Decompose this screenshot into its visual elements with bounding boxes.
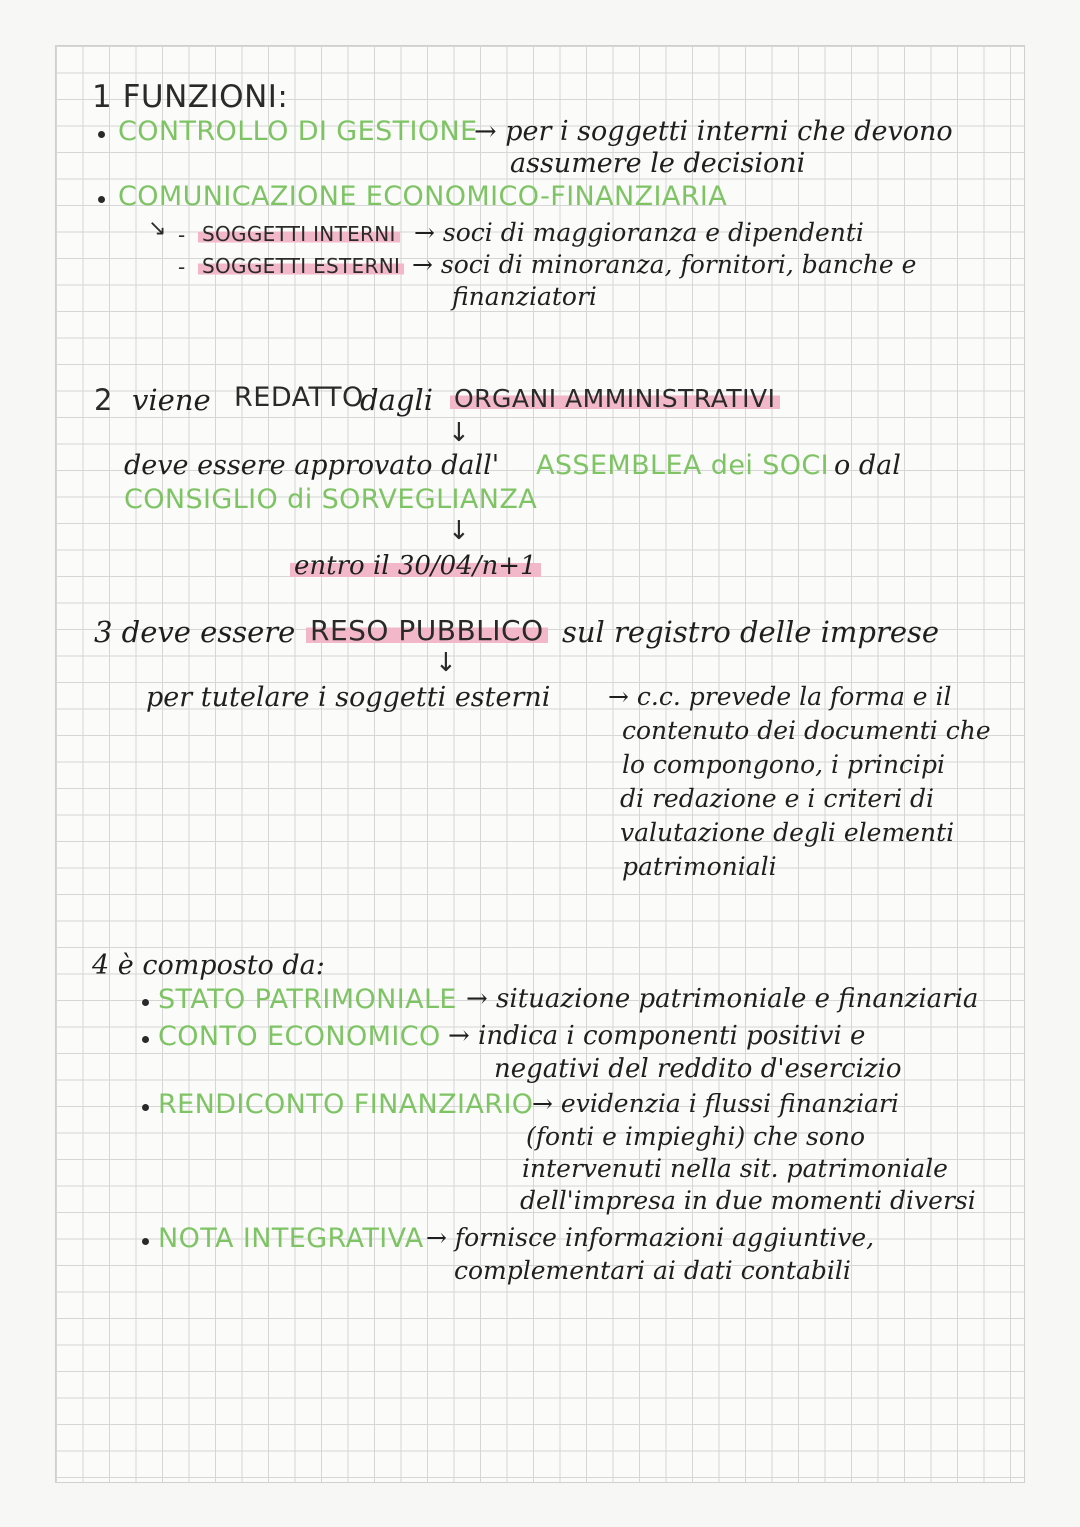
- soggetti-esterni-desc-1: → soci di minoranza, fornitori, banche e: [412, 250, 917, 279]
- rendiconto-desc-1: → evidenzia i flussi finanziari: [532, 1089, 899, 1118]
- soggetti-interni-label: SOGGETTI INTERNI: [198, 224, 400, 244]
- bullet: [142, 1238, 149, 1245]
- rendiconto-desc-4: dell'impresa in due momenti diversi: [520, 1186, 976, 1215]
- cc-desc-6: patrimoniali: [622, 852, 777, 881]
- section-3-tail: sul registro delle imprese: [562, 615, 940, 649]
- section-2-number: 2: [94, 383, 113, 417]
- conto-desc-2: negativi del reddito d'esercizio: [494, 1054, 902, 1084]
- controllo-desc-2: assumere le decisioni: [510, 148, 806, 179]
- section-2-redatto: REDATTO: [234, 382, 364, 413]
- deve-approvato: deve essere approvato dall': [124, 450, 500, 481]
- cc-desc-3: lo compongono, i principi: [622, 750, 945, 779]
- organi-amministrativi: ORGANI AMMINISTRATIVI: [450, 386, 780, 411]
- rendiconto-desc-2: (fonti e impieghi) che sono: [526, 1122, 866, 1151]
- section-2-dagli: dagli: [360, 383, 433, 417]
- dash: -: [178, 223, 186, 247]
- bullet: [142, 1104, 149, 1111]
- soggetti-esterni-label: SOGGETTI ESTERNI: [198, 256, 404, 276]
- tutelare: per tutelare i soggetti esterni: [146, 682, 551, 713]
- nota-desc-1: → fornisce informazioni aggiuntive,: [426, 1223, 875, 1252]
- conto-economico: CONTO ECONOMICO: [158, 1021, 441, 1052]
- stato-desc: → situazione patrimoniale e finanziaria: [466, 984, 979, 1014]
- entro-data: entro il 30/04/n+1: [290, 553, 541, 579]
- bullet: [142, 999, 149, 1006]
- section-4-lead: 4 è composto da:: [92, 950, 325, 981]
- bullet: [142, 1036, 149, 1043]
- cc-desc-4: di redazione e i criteri di: [620, 784, 935, 813]
- reso-pubblico: RESO PUBBLICO: [306, 617, 548, 645]
- cc-desc-1: → c.c. prevede la forma e il: [608, 682, 952, 711]
- bullet: [98, 131, 105, 138]
- soggetti-interni-desc: → soci di maggioranza e dipendenti: [414, 218, 864, 247]
- controllo-desc-1: → per i soggetti interni che devono: [474, 116, 953, 147]
- cc-desc-2: contenuto dei documenti che: [622, 716, 991, 745]
- section-1-title: 1 FUNZIONI:: [92, 79, 289, 115]
- consiglio-sorveglianza: CONSIGLIO di SORVEGLIANZA: [124, 484, 538, 515]
- bullet: [98, 196, 105, 203]
- section-3-lead: 3 deve essere: [94, 615, 296, 649]
- stato-patrimoniale: STATO PATRIMONIALE: [158, 984, 457, 1015]
- comunicazione-label: COMUNICAZIONE ECONOMICO-FINANZIARIA: [118, 181, 728, 212]
- controllo-label: CONTROLLO DI GESTIONE: [118, 116, 478, 147]
- branch-arrow: ↘: [148, 216, 167, 241]
- nota-integrativa: NOTA INTEGRATIVA: [158, 1223, 424, 1254]
- o-dal: o dal: [834, 450, 901, 481]
- conto-desc-1: → indica i componenti positivi e: [448, 1021, 866, 1051]
- section-2-viene: viene: [132, 383, 211, 417]
- dash: -: [178, 255, 186, 279]
- down-arrow-icon: ↓: [435, 648, 457, 678]
- nota-desc-2: complementari ai dati contabili: [454, 1256, 851, 1285]
- down-arrow-icon: ↓: [448, 516, 470, 546]
- assemblea-soci: ASSEMBLEA dei SOCI: [536, 450, 830, 481]
- soggetti-esterni-desc-2: finanziatori: [452, 282, 597, 311]
- rendiconto-finanziario: RENDICONTO FINANZIARIO: [158, 1089, 534, 1120]
- down-arrow-icon: ↓: [448, 418, 470, 448]
- rendiconto-desc-3: intervenuti nella sit. patrimoniale: [522, 1154, 948, 1183]
- cc-desc-5: valutazione degli elementi: [620, 818, 955, 847]
